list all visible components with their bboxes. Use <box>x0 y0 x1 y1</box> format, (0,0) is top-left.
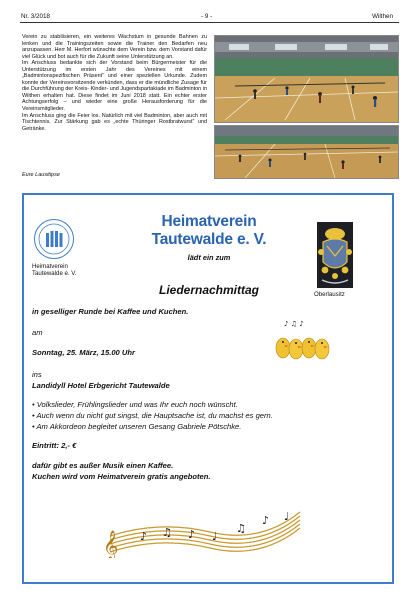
article-paragraph: Im Anschluss ging die Feier los. Natürlich mit viel Badminton, aber auch mit Tischtennis. Zur Stärkung gab es „echte Thüringer Rostbratwurst“ und Getränke. <box>22 112 207 132</box>
crest-caption: Oberlausitz <box>314 291 345 298</box>
town-name: Wilthen <box>372 13 393 20</box>
article-paragraph: Verein zu stabilisieren, ein weiteres Wachstum in gesunde Bahnen zu lenken und die Trainingszeiten sowie die Trainer den Bedarfen neu anzupassen. Herr M. Herfort wünschte dem Verein bzw. dem Vorstand dafür viel Glück und bot auch für die Zukunft seine Unterstützung an. <box>22 34 207 60</box>
date-prefix: am <box>32 328 43 337</box>
article-signoff: Eure Lausitipse <box>22 172 60 178</box>
ad-invite: lädt ein zum <box>187 253 231 262</box>
ad-title-line1: Heimatverein <box>161 213 257 230</box>
svg-text:♪: ♪ <box>262 514 270 527</box>
bullet-item: • Am Akkordeon begleitet unseren Gesang Gabriele Pötschke. <box>32 422 242 431</box>
bullet-item: • Auch wenn du nicht gut singst, die Hauptsache ist, du machst es gern. <box>32 411 273 420</box>
venue-prefix: ins <box>32 370 42 379</box>
event-date: Sonntag, 25. März, 15.00 Uhr <box>32 348 135 357</box>
event-tagline: in geselliger Runde bei Kaffee und Kuchen. <box>32 307 189 316</box>
logo-caption-line1: Heimatverein <box>32 263 68 270</box>
svg-text:♫: ♫ <box>236 522 246 535</box>
music-staff-icon <box>100 498 305 558</box>
badminton-hall-photo-1 <box>214 35 399 123</box>
event-title: Liedernachmittag <box>158 283 260 297</box>
oberlausitz-crest-icon <box>317 222 353 288</box>
event-venue: Landidyll Hotel Erbgericht Tautewalde <box>32 381 170 390</box>
badminton-hall-photo-2 <box>214 125 399 179</box>
svg-text:♪ ♫ ♪: ♪ ♫ ♪ <box>284 320 304 328</box>
logo-caption <box>32 263 77 278</box>
ad-title-line2: Tautewalde e. V. <box>151 231 267 248</box>
article-paragraph: Im Anschluss bedankte sich der Vorstand beim Bürgermeister für die Unterstützung im ersten Jahr des Vereines mit einem „Badmintonspezifischen Präsent“ und einer speziellen Urkunde. Zudem konnte der Vereinsvorsitzende verkünden, dass er die mündliche Zusage für die Durchführung der Kreis- Kinder- und Jugendspartakiade im Badminton in Wilthen erhalten hat. Diese findet im Juni 2018 statt. Ein echter erster Achtungserfolg – und wieder eine große Herausforderung für die Vereinsmitglieder. <box>22 60 207 113</box>
closing-line-1: dafür gibt es außer Musik einen Kaffee. <box>32 461 174 470</box>
issue-number: Nr. 3/2018 <box>21 13 51 20</box>
page-number: - 9 - <box>201 13 213 20</box>
header-rule <box>20 22 399 23</box>
singing-birds-icon <box>274 318 334 364</box>
article-body <box>22 34 207 132</box>
svg-text:♪: ♪ <box>188 528 196 541</box>
bullet-item: • Volkslieder, Frühlingslieder und was Ihr euch noch wünscht. <box>32 400 238 409</box>
logo-caption-line2: Tautewalde e. V. <box>32 270 77 278</box>
svg-text:♪: ♪ <box>140 530 148 543</box>
svg-text:♩: ♩ <box>212 530 218 543</box>
svg-text:♫: ♫ <box>162 526 172 539</box>
closing-line-2: Kuchen wird vom Heimatverein gratis angeboten. <box>32 472 211 481</box>
svg-text:𝄞: 𝄞 <box>103 531 119 558</box>
entry-fee: Eintritt: 2,- € <box>32 441 77 450</box>
svg-text:♩: ♩ <box>284 510 290 523</box>
